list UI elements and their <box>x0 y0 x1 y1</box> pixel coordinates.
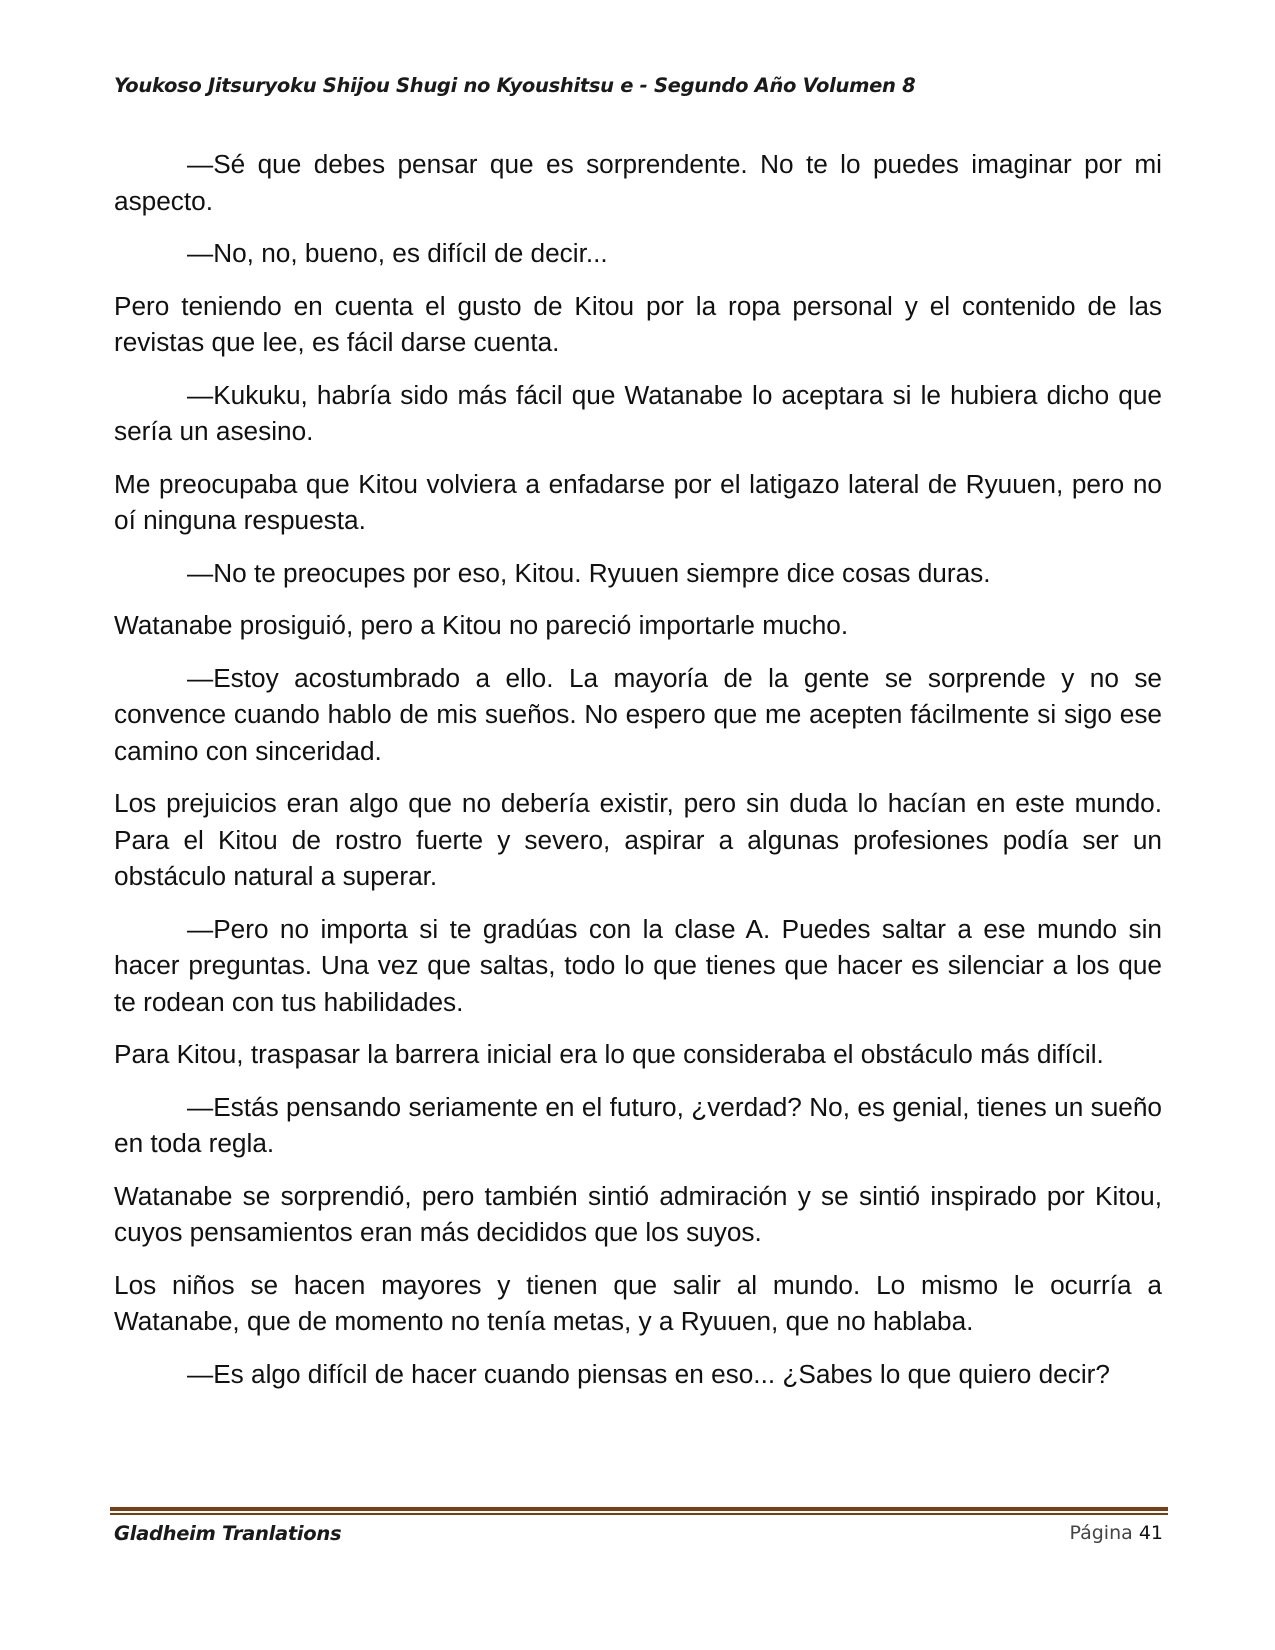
page-header-title: Youkoso Jitsuryoku Shijou Shugi no Kyoushitsu e - Segundo Año Volumen 8 <box>114 74 916 97</box>
paragraph-dialog: —Sé que debes pensar que es sorprendente. No te lo puedes imaginar por mi aspecto. <box>114 149 1162 216</box>
page-number: 41 <box>1138 1522 1163 1544</box>
footer-translator-credit: Gladheim Tranlations <box>114 1522 342 1545</box>
paragraph-narration: Watanabe prosiguió, pero a Kitou no pareció importarle mucho. <box>114 610 849 640</box>
footer-divider-thick-line <box>110 1507 1168 1511</box>
page-label: Página <box>1069 1522 1133 1544</box>
paragraph-narration: Pero teniendo en cuenta el gusto de Kitou por la ropa personal y el contenido de las revistas que lee, es fácil darse cuenta. <box>114 290 1162 357</box>
paragraph-narration: Los prejuicios eran algo que no debería existir, pero sin duda lo hacían en este mundo. Para el Kitou de rostro fuerte y severo, aspirar a algunas profesiones podía ser un obstáculo natural a superar. <box>114 788 1162 891</box>
paragraph-dialog: —Estás pensando seriamente en el futuro, ¿verdad? No, es genial, tienes un sueño en toda regla. <box>114 1091 1162 1158</box>
paragraph-dialog: —Estoy acostumbrado a ello. La mayoría de la gente se sorprende y no se convence cuando hablo de mis sueños. No espero que me acepten fácilmente si sigo ese camino con sinceridad. <box>114 662 1162 766</box>
footer-divider-thin-line <box>110 1513 1168 1515</box>
paragraph-dialog: —Pero no importa si te gradúas con la clase A. Puedes saltar a ese mundo sin hacer preguntas. Una vez que saltas, todo lo que tienes que hacer es silenciar a los que te rodean con tus habilidades. <box>114 913 1162 1017</box>
paragraph-narration: Watanabe se sorprendió, pero también sintió admiración y se sintió inspirado por Kitou, cuyos pensamientos eran más decididos que los suyos. <box>114 1180 1162 1247</box>
paragraph-narration: Los niños se hacen mayores y tienen que salir al mundo. Lo mismo le ocurría a Watanabe, que de momento no tenía metas, y a Ryuuen, que no hablaba. <box>114 1269 1162 1336</box>
paragraph-dialog: —No, no, bueno, es difícil de decir... <box>187 238 608 268</box>
paragraph-narration: Me preocupaba que Kitou volviera a enfadarse por el latigazo lateral de Ryuuen, pero no oí ninguna respuesta. <box>114 468 1162 535</box>
paragraph-narration: Para Kitou, traspasar la barrera inicial era lo que consideraba el obstáculo más difícil. <box>114 1039 1104 1069</box>
paragraph-dialog: —Kukuku, habría sido más fácil que Watanabe lo aceptara si le hubiera dicho que sería un asesino. <box>114 379 1162 446</box>
paragraph-dialog: —No te preocupes por eso, Kitou. Ryuuen siempre dice cosas duras. <box>187 557 991 588</box>
body-text <box>114 146 1162 1408</box>
footer-divider <box>110 1507 1168 1515</box>
footer-page-indicator <box>1069 1522 1163 1544</box>
paragraph-dialog: —Es algo difícil de hacer cuando piensas en eso... ¿Sabes lo que quiero decir? <box>187 1358 1110 1389</box>
